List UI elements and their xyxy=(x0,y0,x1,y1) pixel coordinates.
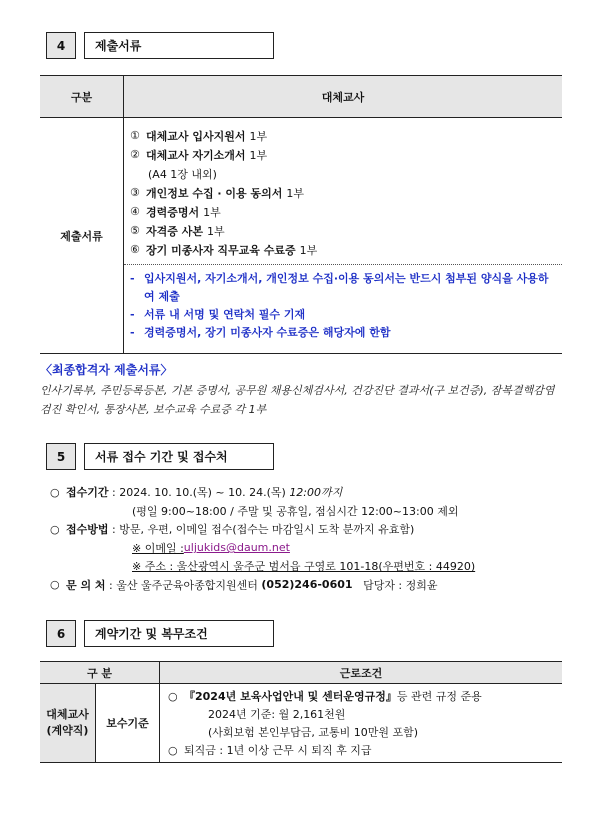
header-category: 구분 xyxy=(40,76,124,117)
row-conditions: ○ 『2024년 보육사업안내 및 센터운영규정』 등 관련 규정 준용 2024년 기준: 월 2,161천원 (사회보험 본인부담금, 교통비 10만원 포함) ○ 퇴직금 : 1년 이상 근무 시 퇴직 후 지급 xyxy=(168,689,482,757)
method-line: ○ 접수방법 : 방문, 우편, 이메일 접수(접수는 마감일시 도착 분까지 유효함) xyxy=(50,522,415,537)
table-row xyxy=(40,684,562,762)
final-documents-text: 인사기록부, 주민등록등본, 기본 증명서, 공무원 채용신체검사서, 건강진단 결과서(구 보건증), 잠복결핵감염 검진 확인서, 통장사본, 보수교육 수료증 각 1부 xyxy=(40,384,555,416)
note-item: - 입사지원서, 자기소개서, 개인정보 수집·이용 동의서는 반드시 첨부된 양식을 사용하여 제출 xyxy=(130,272,549,303)
address-line: ※ 주소 : 울산광역시 울주군 범서읍 구영로 101-18(우편번호 : 44920) xyxy=(132,560,476,574)
row-category: 대체교사 (계약직) xyxy=(40,684,96,762)
table-header xyxy=(40,662,562,684)
table-row xyxy=(40,118,562,353)
row-content xyxy=(124,118,562,353)
contract-table xyxy=(40,661,562,763)
period-sub-line: (평일 9:00~18:00 / 주말 및 공휴일, 점심시간 12:00~13:00 제외 xyxy=(132,504,459,518)
note-item: - 서류 내 서명 및 연락처 필수 기재 xyxy=(130,308,306,321)
header-category: 구 분 xyxy=(40,662,160,683)
period-line: ○ 접수기간 : 2024. 10. 10.(목) ~ 10. 24.(목) 12:00까지 xyxy=(50,485,343,500)
header-substitute-teacher: 대체교사 xyxy=(321,90,365,104)
list-item: ② 대체교사 자기소개서 1부 xyxy=(130,148,268,162)
table-header xyxy=(40,76,562,118)
header-conditions: 근로조건 xyxy=(339,666,383,680)
email-line: ※ 이메일 : uljukids@daum.net xyxy=(132,541,290,555)
section-number: 4 xyxy=(46,32,76,59)
section-title: 계약기간 및 복무조건 xyxy=(84,620,274,647)
row-label: 제출서류 xyxy=(40,118,124,353)
document-notes xyxy=(124,265,562,342)
section-title: 서류 접수 기간 및 접수처 xyxy=(84,443,274,470)
list-item: ③ 개인정보 수집 · 이용 동의서 1부 xyxy=(130,186,305,200)
list-item: ⑤ 자격증 사본 1부 xyxy=(130,224,225,238)
documents-table xyxy=(40,75,562,354)
list-item: ⑥ 장기 미종사자 직무교육 수료증 1부 xyxy=(130,243,318,257)
section-number: 5 xyxy=(46,443,76,470)
list-item: ① 대체교사 입사지원서 1부 xyxy=(130,129,268,143)
email-link[interactable]: uljukids@daum.net xyxy=(183,541,290,555)
note-item: - 경력증명서, 장기 미종사자 수료증은 해당자에 한함 xyxy=(130,326,391,339)
contact-phone: (052)246-0601 xyxy=(261,578,353,592)
contact-line: ○ 문 의 처 : 울산 울주군육아종합지원센터 (052)246-0601 담당자 : 정희윤 xyxy=(50,578,438,592)
list-item: ④ 경력증명서 1부 xyxy=(130,205,221,219)
section-4-header xyxy=(46,32,274,59)
section-5-header xyxy=(46,443,274,470)
section-number: 6 xyxy=(46,620,76,647)
row-sublabel: 보수기준 xyxy=(96,684,160,762)
section-title: 제출서류 xyxy=(84,32,274,59)
section-6-header xyxy=(46,620,274,647)
final-documents-heading: 〈최종합격자 제출서류〉 xyxy=(40,363,173,377)
document-list xyxy=(124,118,562,265)
application-info xyxy=(50,483,570,594)
list-item-note: (A4 1장 내외) xyxy=(148,167,217,181)
